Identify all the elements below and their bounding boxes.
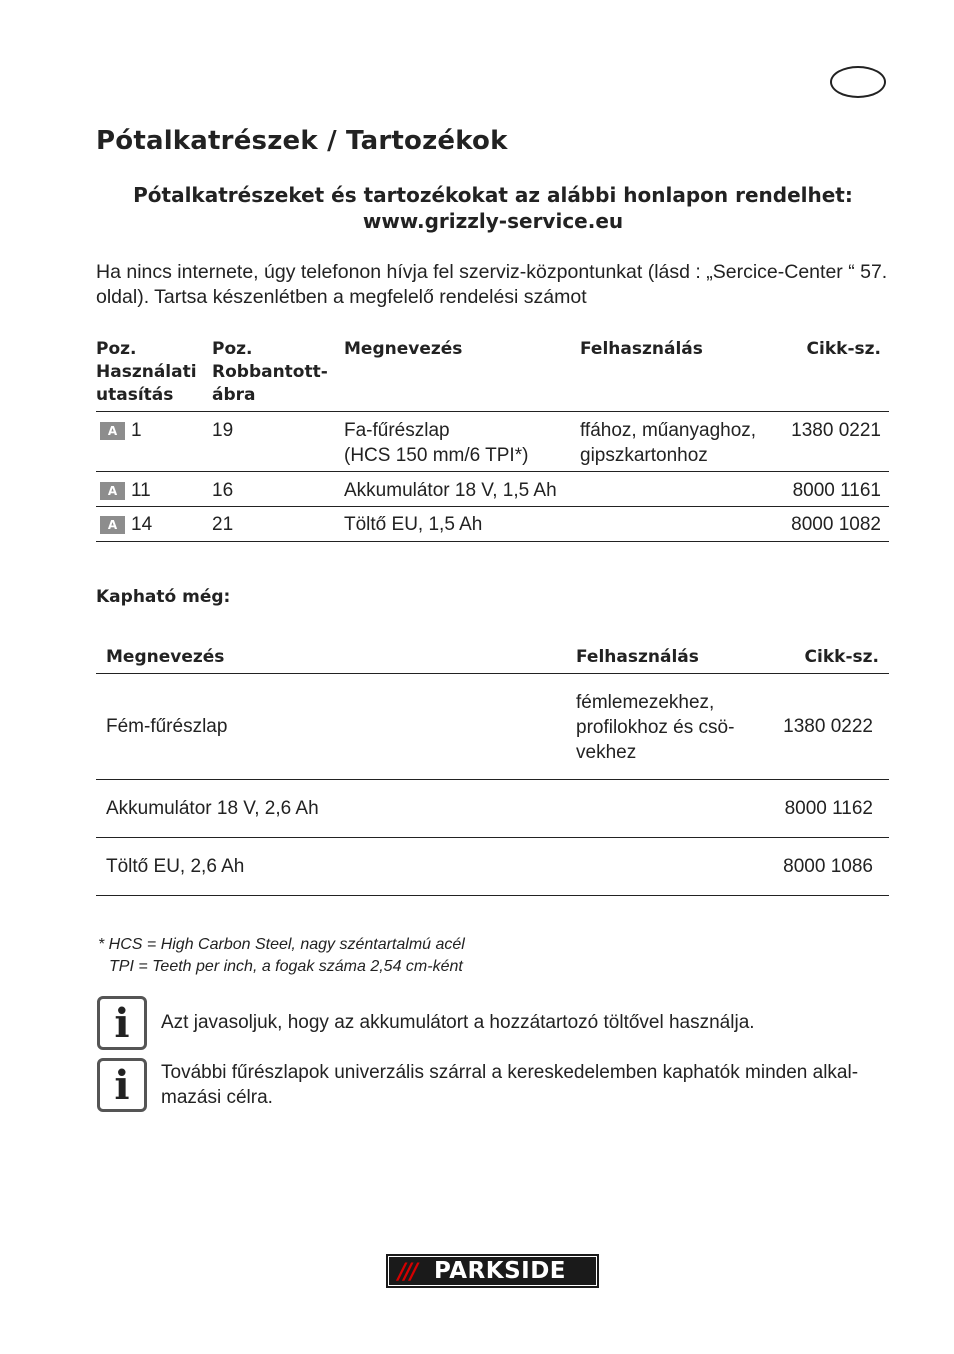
th-pos-exploded-l2: Robbantott-: [212, 362, 328, 382]
cell-name: Fém-fűrészlap: [106, 716, 228, 737]
th-pos-manual-l1: Poz.: [96, 339, 137, 359]
cell-usage: [580, 418, 756, 468]
order-heading: [96, 182, 890, 234]
footnote-tpi: TPI = Teeth per inch, a fogak száma 2,54 cm-ként: [109, 958, 463, 975]
th-pos-manual-l3: utasítás: [96, 385, 174, 405]
cell-usage-l2: profilokhoz és csö-: [576, 717, 735, 738]
table-divider: [96, 541, 889, 542]
cell-article: 8000 1161: [792, 480, 881, 501]
table-divider: [96, 779, 889, 780]
cell-name: Akkumulátor 18 V, 2,6 Ah: [106, 798, 319, 819]
parkside-logo: [386, 1254, 599, 1288]
table-divider: [96, 837, 889, 838]
th-usage: Felhasználás: [576, 647, 699, 667]
cell-usage-l1: fémlemezekhez,: [576, 692, 715, 713]
cell-name: Akkumulátor 18 V, 1,5 Ah: [344, 480, 557, 501]
table-divider: [96, 506, 889, 507]
cell-pos-exploded: 21: [212, 514, 234, 535]
table-row-pos-manual: [100, 512, 152, 537]
cell-article: 8000 1082: [791, 514, 881, 535]
cell-article: 8000 1162: [784, 798, 873, 819]
table-divider: [96, 895, 889, 896]
th-name: Megnevezés: [106, 647, 225, 667]
order-website-link[interactable]: www.grizzly-service.eu: [362, 209, 624, 233]
table-divider: [96, 673, 889, 674]
cell-name: Töltő EU, 1,5 Ah: [344, 514, 483, 535]
order-heading-line1: Pótalkatrészeket és tartozékokat az alábbi honlapon rendelhet:: [133, 183, 853, 207]
th-pos-exploded-l1: Poz.: [212, 339, 253, 359]
th-article: Cikk-sz.: [804, 647, 879, 667]
info-icon: i: [97, 1058, 147, 1112]
footnote-hcs: * HCS = High Carbon Steel, nagy széntartalmú acél: [98, 936, 465, 953]
cell-usage: [576, 690, 734, 765]
th-article: Cikk-sz.: [806, 339, 881, 359]
intro-paragraph: Ha nincs internete, úgy telefonon hívja fel szerviz-központunkat (lásd : „Sercice-Center “ 57. oldal). Tartsa készenlétben a megfelelő rendelési számot: [96, 261, 888, 308]
note-text: [161, 1060, 891, 1110]
note-text-l2: mazási célra.: [161, 1087, 273, 1108]
table-divider: [96, 471, 889, 472]
language-indicator-oval: [830, 66, 886, 98]
cell-pos-manual: 11: [131, 480, 151, 501]
cell-article: 1380 0221: [791, 420, 881, 441]
note-text-l1: További fűrészlapok univerzális szárral a kereskedelemben kaphatók minden alkal-: [161, 1062, 859, 1083]
cell-name-l1: Fa-fűrészlap: [344, 420, 450, 441]
cell-article: 8000 1086: [783, 856, 873, 877]
th-pos-manual: [96, 338, 197, 407]
cell-name-l2: (HCS 150 mm/6 TPI*): [344, 445, 529, 466]
table-row-pos-manual: [100, 418, 142, 443]
cell-name: [344, 418, 528, 468]
badge-a: A: [100, 482, 125, 500]
cell-pos-exploded: 16: [212, 480, 234, 501]
th-pos-exploded-l3: ábra: [212, 385, 256, 405]
badge-a: A: [100, 422, 125, 440]
page-title: Pótalkatrészek / Tartozékok: [96, 126, 508, 156]
logo-slashes: ///: [398, 1260, 417, 1285]
th-name: Megnevezés: [344, 339, 463, 359]
cell-pos-manual: 14: [131, 514, 153, 535]
note-text: Azt javasoljuk, hogy az akkumulátort a hozzátartozó töltővel használja.: [161, 1012, 755, 1033]
cell-article: 1380 0222: [783, 716, 873, 737]
th-pos-exploded: [212, 338, 328, 407]
info-icon: i: [97, 996, 147, 1050]
table-row-pos-manual: [100, 478, 151, 503]
table-divider: [96, 411, 889, 412]
th-usage: Felhasználás: [580, 339, 703, 359]
logo-wordmark: PARKSIDE: [434, 1258, 567, 1284]
cell-pos-exploded: 19: [212, 420, 234, 441]
badge-a: A: [100, 516, 125, 534]
also-available-heading: Kapható még:: [96, 587, 231, 607]
cell-name: Töltő EU, 2,6 Ah: [106, 856, 245, 877]
cell-usage-l1: ffához, műanyaghoz,: [580, 420, 757, 441]
footnote: [98, 934, 465, 978]
cell-usage-l2: gipszkartonhoz: [580, 445, 708, 466]
th-pos-manual-l2: Használati: [96, 362, 197, 382]
cell-usage-l3: vekhez: [576, 742, 637, 763]
cell-pos-manual: 1: [131, 420, 142, 441]
